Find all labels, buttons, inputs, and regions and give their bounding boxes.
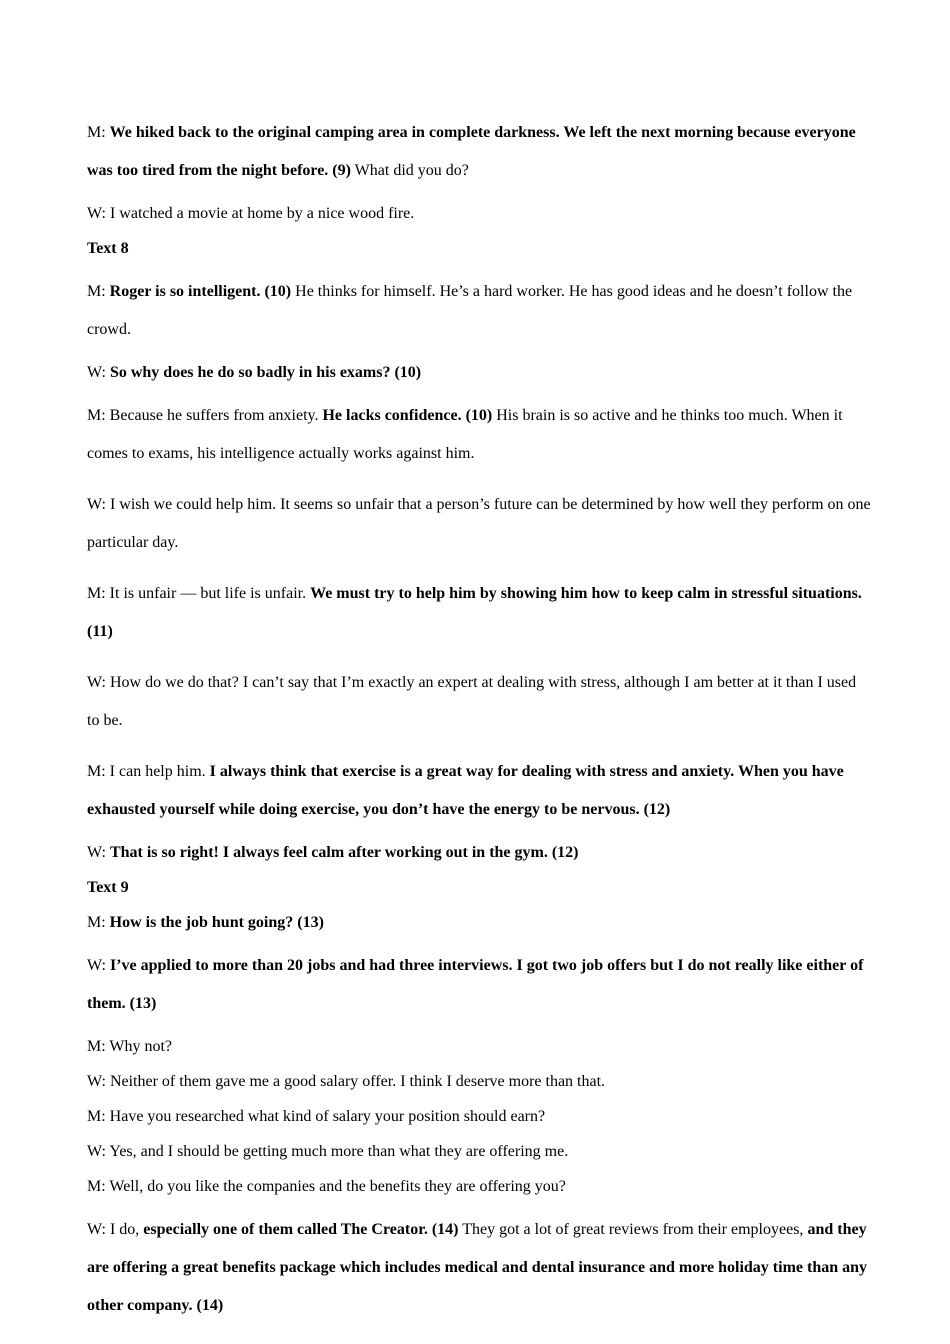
- bold-text: We must try to help him by showing him how to keep calm in stressful situations. (11): [87, 585, 862, 640]
- bold-text: He lacks confidence. (10): [322, 407, 493, 424]
- plain-text: W:: [87, 844, 110, 861]
- bold-text: I’ve applied to more than 20 jobs and had three interviews. I got two job offers but I do not really like either of them. (13): [87, 957, 864, 1012]
- plain-text: W: I do,: [87, 1221, 144, 1238]
- plain-text: M: Have you researched what kind of salary your position should earn?: [87, 1108, 546, 1125]
- plain-text: W: Yes, and I should be getting much more than what they are offering me.: [87, 1143, 569, 1160]
- bold-text: Text 9: [87, 879, 129, 896]
- plain-text: M: Why not?: [87, 1038, 173, 1055]
- transcript-body: [87, 114, 872, 1338]
- section-heading: [87, 877, 872, 899]
- plain-text: M:: [87, 124, 110, 141]
- dialogue-line: [87, 1106, 872, 1128]
- bold-text: That is so right! I always feel calm after working out in the gym. (12): [109, 844, 579, 861]
- dialogue-line: [87, 753, 872, 829]
- plain-text: W: I wish we could help him. It seems so unfair that a person’s future can be determined by how well they perform on one particular day.: [87, 496, 871, 551]
- plain-text: M: It is unfair — but life is unfair.: [87, 585, 311, 602]
- dialogue-line: [87, 273, 872, 349]
- plain-text: M: I can help him.: [87, 763, 210, 780]
- bold-text: and they are offering a great benefits package which includes medical and dental insurance and more holiday time than any other company. (14): [87, 1221, 868, 1314]
- dialogue-line: [87, 912, 872, 934]
- plain-text: W:: [87, 364, 110, 381]
- plain-text: He thinks for himself. He’s a hard worker. He has good ideas and he doesn’t follow the crowd.: [87, 283, 853, 338]
- bold-text: So why does he do so badly in his exams? (10): [109, 364, 422, 381]
- bold-text: Roger is so intelligent. (10): [109, 283, 292, 300]
- plain-text: M: Because he suffers from anxiety.: [87, 407, 323, 424]
- dialogue-line: [87, 1141, 872, 1163]
- dialogue-line: [87, 203, 872, 225]
- bold-text: Text 8: [87, 240, 129, 257]
- dialogue-line: [87, 1036, 872, 1058]
- plain-text: M:: [87, 914, 110, 931]
- plain-text: W: How do we do that? I can’t say that I’m exactly an expert at dealing with stress, although I am better at it than I used to be.: [87, 674, 857, 729]
- dialogue-line: [87, 114, 872, 190]
- plain-text: M:: [87, 283, 110, 300]
- plain-text: M: Well, do you like the companies and the benefits they are offering you?: [87, 1178, 566, 1195]
- dialogue-line: [87, 947, 872, 1023]
- section-heading: [87, 238, 872, 260]
- dialogue-line: [87, 1211, 872, 1325]
- plain-text: What did you do?: [350, 162, 469, 179]
- bold-text: How is the job hunt going? (13): [109, 914, 324, 931]
- plain-text: His brain is so active and he thinks too much. When it comes to exams, his intelligence actually works against him.: [87, 407, 843, 462]
- bold-text: especially one of them called The Creator. (14): [143, 1221, 459, 1238]
- plain-text: W:: [87, 957, 110, 974]
- bold-text: We hiked back to the original camping area in complete darkness. We left the next morning because everyone was too tired from the night before. (9): [87, 124, 856, 179]
- plain-text: They got a lot of great reviews from their employees,: [458, 1221, 808, 1238]
- dialogue-line: [87, 664, 872, 740]
- bold-text: I always think that exercise is a great way for dealing with stress and anxiety. When you have exhausted yourself while doing exercise, you don’t have the energy to be nervous. (12): [87, 763, 844, 818]
- dialogue-line: [87, 1176, 872, 1198]
- plain-text: W: I watched a movie at home by a nice wood fire.: [87, 205, 415, 222]
- dialogue-line: [87, 397, 872, 473]
- dialogue-line: [87, 842, 872, 864]
- dialogue-line: [87, 575, 872, 651]
- dialogue-line: [87, 1071, 872, 1093]
- plain-text: W: Neither of them gave me a good salary offer. I think I deserve more than that.: [87, 1073, 606, 1090]
- dialogue-line: [87, 362, 872, 384]
- dialogue-line: [87, 486, 872, 562]
